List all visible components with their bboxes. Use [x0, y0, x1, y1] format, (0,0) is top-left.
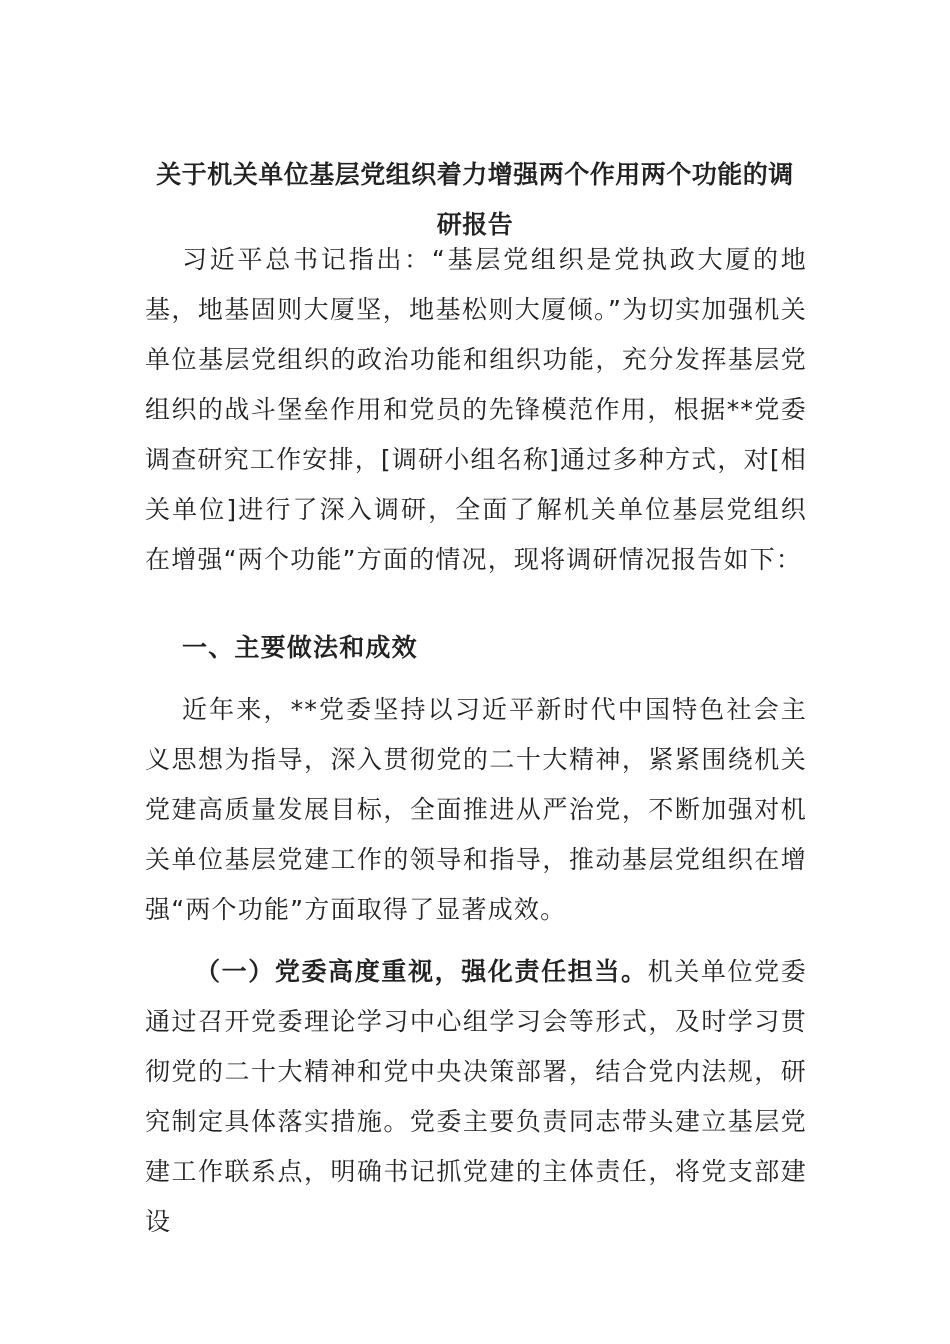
document-title: 关于机关单位基层党组织着力增强两个作用两个功能的调研报告 [156, 160, 794, 239]
subsection-heading-1: （一）党委高度重视，强化责任担当。 [195, 957, 648, 986]
subsection-text-1: 机关单位党委通过召开党委理论学习中心组学习会等形式，及时学习贯彻党的二十大精神和党中央决策部署，结合党内法规，研究制定具体落实措施。党委主要负责同志带头建立基层党建工作联系点，明确书记抓党建的主体责任，将党支部建设 [145, 957, 808, 1236]
intro-paragraph: 习近平总书记指出：“基层党组织是党执政大厦的地基，地基固则大厦坚，地基松则大厦倾。”为切实加强机关单位基层党组织的政治功能和组织功能，充分发挥基层党组织的战斗堡垒作用和党员的先锋模范作用，根据**党委调查研究工作安排，[调研小组名称]通过多种方式，对[相关单位]进行了深入调研，全面了解机关单位基层党组织在增强“两个功能”方面的情况，现将调研情况报告如下： [145, 245, 807, 574]
section-paragraph-1: 近年来，**党委坚持以习近平新时代中国特色社会主义思想为指导，深入贯彻党的二十大精神，紧紧围绕机关党建高质量发展目标，全面推进从严治党，不断加强对机关单位基层党建工作的领导和指导，推动基层党组织在增强“两个功能”方面取得了显著成效。 [145, 695, 807, 924]
subsection-paragraph-1 [145, 947, 807, 1247]
section-heading-1: 一、主要做法和成效 [182, 633, 418, 662]
